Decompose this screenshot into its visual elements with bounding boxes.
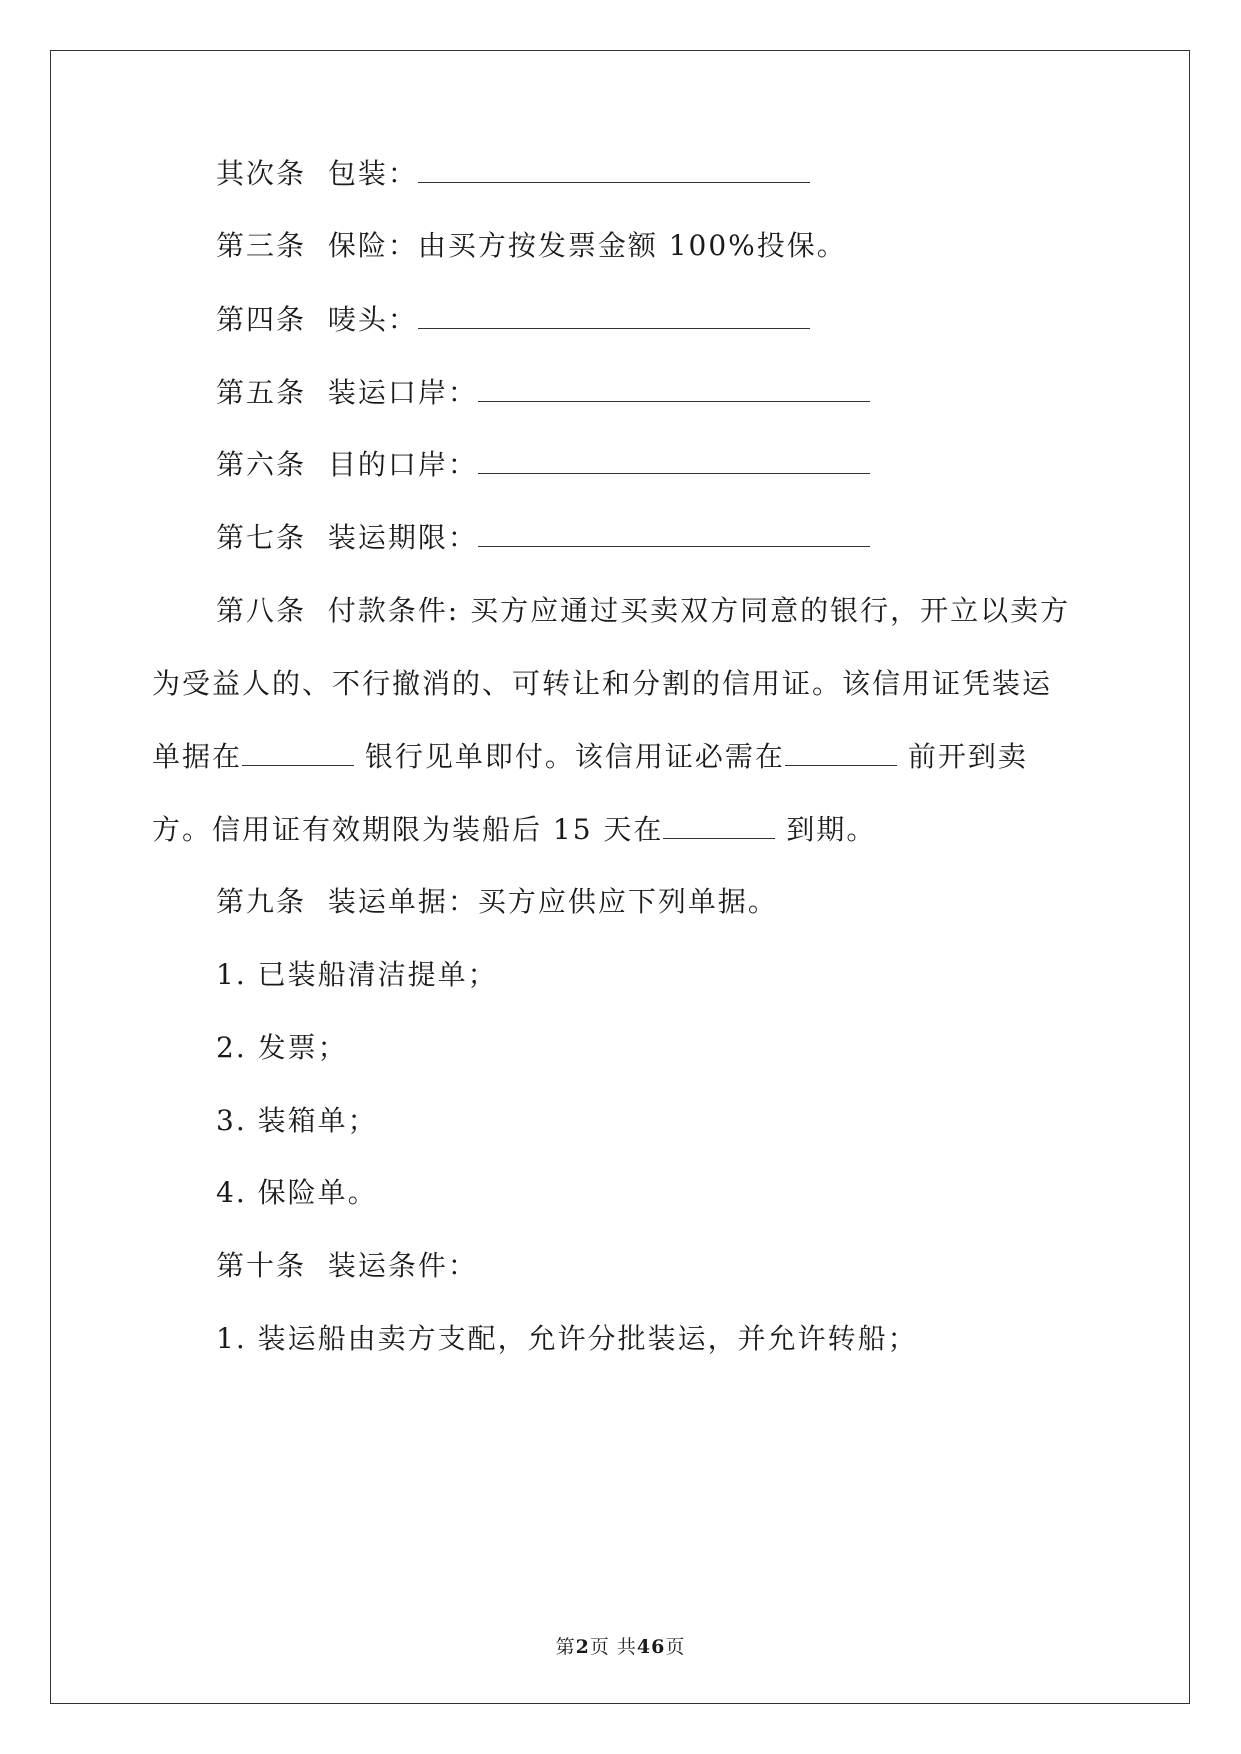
- clause-label: 第九条: [216, 885, 307, 918]
- blank-destination-port[interactable]: [478, 447, 870, 474]
- clause-label: 第十条: [216, 1249, 307, 1282]
- page-border: [50, 50, 1190, 1704]
- clause-payment-line3: 单据在 银行见单即付。该信用证必需在 前开到卖: [152, 740, 1028, 773]
- clause-title: 包装：: [327, 157, 418, 190]
- list-item: 4. 保险单。: [216, 1176, 378, 1209]
- clause-payment-line4: 方。信用证有效期限为装船后 15 天在 到期。: [152, 813, 877, 846]
- page-number: 2: [575, 1636, 590, 1658]
- clause-label: 第七条: [216, 521, 307, 554]
- clause-loading-port: [216, 373, 870, 413]
- clause-label: 第五条: [216, 376, 307, 409]
- blank-lc-date[interactable]: [785, 739, 897, 766]
- clause-label: 其次条: [216, 157, 307, 190]
- clause-text: 装运单据：买方应供应下列单据。: [327, 885, 778, 918]
- clause-shipping-conditions: [216, 1246, 478, 1286]
- clause-shipping-documents: [216, 882, 778, 922]
- blank-loading-port[interactable]: [478, 375, 870, 402]
- list-item: 1. 装运船由卖方支配，允许分批装运，并允许转船；: [216, 1322, 918, 1355]
- clause-packing: [216, 154, 810, 194]
- clause-title: 装运期限：: [327, 521, 478, 554]
- clause-payment-line1: 第八条 付款条件: 买方应通过买卖双方同意的银行，开立以卖方: [216, 594, 1071, 627]
- clause-label: 第三条: [216, 229, 307, 262]
- blank-expiry-place[interactable]: [663, 812, 775, 839]
- blank-marks[interactable]: [418, 302, 810, 329]
- list-item: 1. 已装船清洁提单；: [216, 958, 498, 991]
- page-footer: 第2页 共46页: [555, 1636, 686, 1658]
- clause-title: 目的口岸：: [327, 448, 478, 481]
- clause-text: 装运条件：: [327, 1249, 478, 1282]
- list-item: 3. 装箱单；: [216, 1104, 378, 1137]
- blank-shipment-period[interactable]: [478, 520, 870, 547]
- clause-label: 第四条: [216, 303, 307, 336]
- list-item: 2. 发票；: [216, 1031, 348, 1064]
- clause-marks: [216, 300, 810, 340]
- clause-payment-line2: 为受益人的、不行撤消的、可转让和分割的信用证。该信用证凭装运: [152, 667, 1053, 700]
- total-pages: 46: [636, 1636, 666, 1658]
- clause-text: 保险：由买方按发票金额 100%投保。: [327, 229, 847, 262]
- blank-bank[interactable]: [242, 739, 354, 766]
- clause-insurance: [216, 226, 847, 266]
- clause-shipment-period: [216, 518, 870, 558]
- blank-packing[interactable]: [418, 156, 810, 183]
- clause-label: 第六条: [216, 448, 307, 481]
- clause-title: 唛头：: [327, 303, 418, 336]
- clause-destination-port: [216, 445, 870, 485]
- clause-title: 装运口岸：: [327, 376, 478, 409]
